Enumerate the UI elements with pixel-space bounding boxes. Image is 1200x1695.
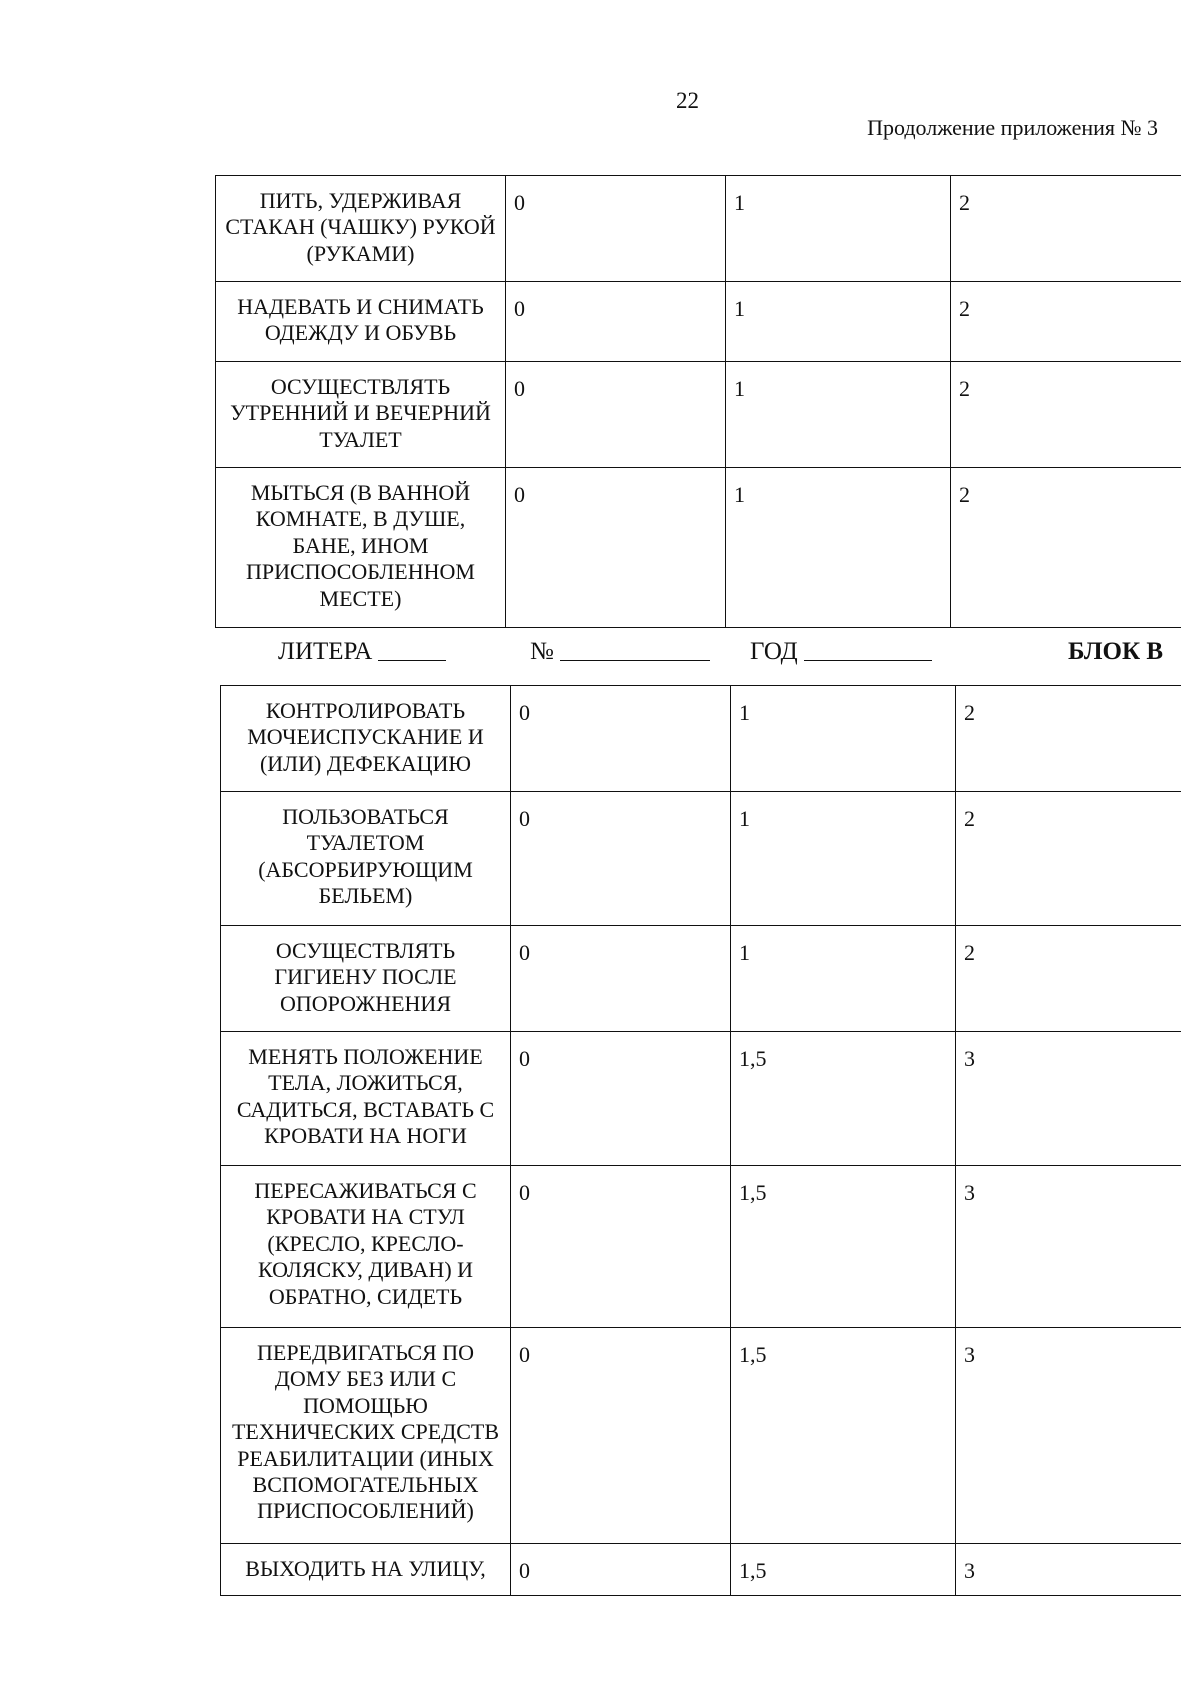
litera-field xyxy=(278,638,372,666)
litera-blank xyxy=(378,638,446,661)
activity-label: ПЕРЕДВИГАТЬСЯ ПО ДОМУ БЕЗ ИЛИ С ПОМОЩЬЮ ТЕХНИЧЕСКИХ СРЕДСТВ РЕАБИЛИТАЦИИ (ИНЫХ ВСПОМОГАТЕЛЬНЫХ ПРИСПОСОБЛЕНИЙ) xyxy=(221,1328,511,1544)
score-cell-1: 1 xyxy=(726,362,951,468)
score-cell-0: 0 xyxy=(511,926,731,1032)
table-row xyxy=(221,1032,1181,1166)
table-row xyxy=(216,282,1181,362)
score-cell-0: 0 xyxy=(506,176,726,282)
score-cell-1: 1 xyxy=(731,792,956,926)
table-row xyxy=(216,176,1181,282)
number-label: № xyxy=(530,638,554,665)
score-cell-1: 1,5 xyxy=(731,1166,956,1328)
activity-label: ОСУЩЕСТВЛЯТЬ ГИГИЕНУ ПОСЛЕ ОПОРОЖНЕНИЯ xyxy=(221,926,511,1032)
assessment-table-top xyxy=(215,175,1181,628)
score-cell-0: 0 xyxy=(511,1032,731,1166)
activity-label: ОСУЩЕСТВЛЯТЬ УТРЕННИЙ И ВЕЧЕРНИЙ ТУАЛЕТ xyxy=(216,362,506,468)
year-blank xyxy=(804,638,932,661)
block-header xyxy=(0,638,1200,678)
score-cell-2: 2 xyxy=(951,282,1181,362)
activity-label: МЫТЬСЯ (В ВАННОЙ КОМНАТЕ, В ДУШЕ, БАНЕ, ИНОМ ПРИСПОСОБЛЕННОМ МЕСТЕ) xyxy=(216,468,506,628)
activity-label: КОНТРОЛИРОВАТЬ МОЧЕИСПУСКАНИЕ И (ИЛИ) ДЕФЕКАЦИЮ xyxy=(221,686,511,792)
score-cell-1: 1 xyxy=(726,468,951,628)
score-cell-0: 0 xyxy=(506,468,726,628)
score-cell-2: 2 xyxy=(951,468,1181,628)
score-cell-2: 3 xyxy=(956,1032,1181,1166)
score-cell-0: 0 xyxy=(511,792,731,926)
score-cell-1: 1 xyxy=(726,176,951,282)
activity-label: ПЕРЕСАЖИВАТЬСЯ С КРОВАТИ НА СТУЛ (КРЕСЛО, КРЕСЛО-КОЛЯСКУ, ДИВАН) И ОБРАТНО, СИДЕТЬ xyxy=(221,1166,511,1328)
activity-label: ПОЛЬЗОВАТЬСЯ ТУАЛЕТОМ (АБСОРБИРУЮЩИМ БЕЛЬЕМ) xyxy=(221,792,511,926)
score-cell-0: 0 xyxy=(506,362,726,468)
activity-label: МЕНЯТЬ ПОЛОЖЕНИЕ ТЕЛА, ЛОЖИТЬСЯ, САДИТЬСЯ, ВСТАВАТЬ С КРОВАТИ НА НОГИ xyxy=(221,1032,511,1166)
continuation-note: Продолжение приложения № 3 xyxy=(867,115,1158,140)
table-row xyxy=(221,792,1181,926)
score-cell-2: 2 xyxy=(956,792,1181,926)
number-blank xyxy=(560,638,710,661)
table-row xyxy=(216,468,1181,628)
page-number: 22 xyxy=(676,88,699,113)
score-cell-2: 2 xyxy=(956,926,1181,1032)
litera-label: ЛИТЕРА xyxy=(278,638,373,665)
table-row xyxy=(221,1166,1181,1328)
score-cell-1: 1 xyxy=(731,686,956,792)
score-cell-1: 1,5 xyxy=(731,1032,956,1166)
score-cell-0: 0 xyxy=(506,282,726,362)
number-field xyxy=(530,638,554,666)
year-label: ГОД xyxy=(750,638,798,665)
table-row xyxy=(221,1544,1181,1596)
assessment-table-bottom xyxy=(220,685,1181,1596)
year-field xyxy=(750,638,798,666)
score-cell-1: 1 xyxy=(731,926,956,1032)
table-row xyxy=(221,686,1181,792)
score-cell-1: 1 xyxy=(726,282,951,362)
score-cell-2: 2 xyxy=(951,362,1181,468)
score-cell-1: 1,5 xyxy=(731,1544,956,1596)
score-cell-2: 2 xyxy=(956,686,1181,792)
score-cell-0: 0 xyxy=(511,1328,731,1544)
table-row xyxy=(216,362,1181,468)
score-cell-0: 0 xyxy=(511,686,731,792)
score-cell-2: 3 xyxy=(956,1166,1181,1328)
activity-label: ПИТЬ, УДЕРЖИВАЯ СТАКАН (ЧАШКУ) РУКОЙ (РУКАМИ) xyxy=(216,176,506,282)
score-cell-2: 3 xyxy=(956,1328,1181,1544)
score-cell-0: 0 xyxy=(511,1544,731,1596)
activity-label: НАДЕВАТЬ И СНИМАТЬ ОДЕЖДУ И ОБУВЬ xyxy=(216,282,506,362)
activity-label: ВЫХОДИТЬ НА УЛИЦУ, xyxy=(221,1544,511,1596)
score-cell-0: 0 xyxy=(511,1166,731,1328)
score-cell-1: 1,5 xyxy=(731,1328,956,1544)
table-row xyxy=(221,926,1181,1032)
table-row xyxy=(221,1328,1181,1544)
block-label: БЛОК В xyxy=(1068,638,1164,665)
score-cell-2: 2 xyxy=(951,176,1181,282)
score-cell-2: 3 xyxy=(956,1544,1181,1596)
